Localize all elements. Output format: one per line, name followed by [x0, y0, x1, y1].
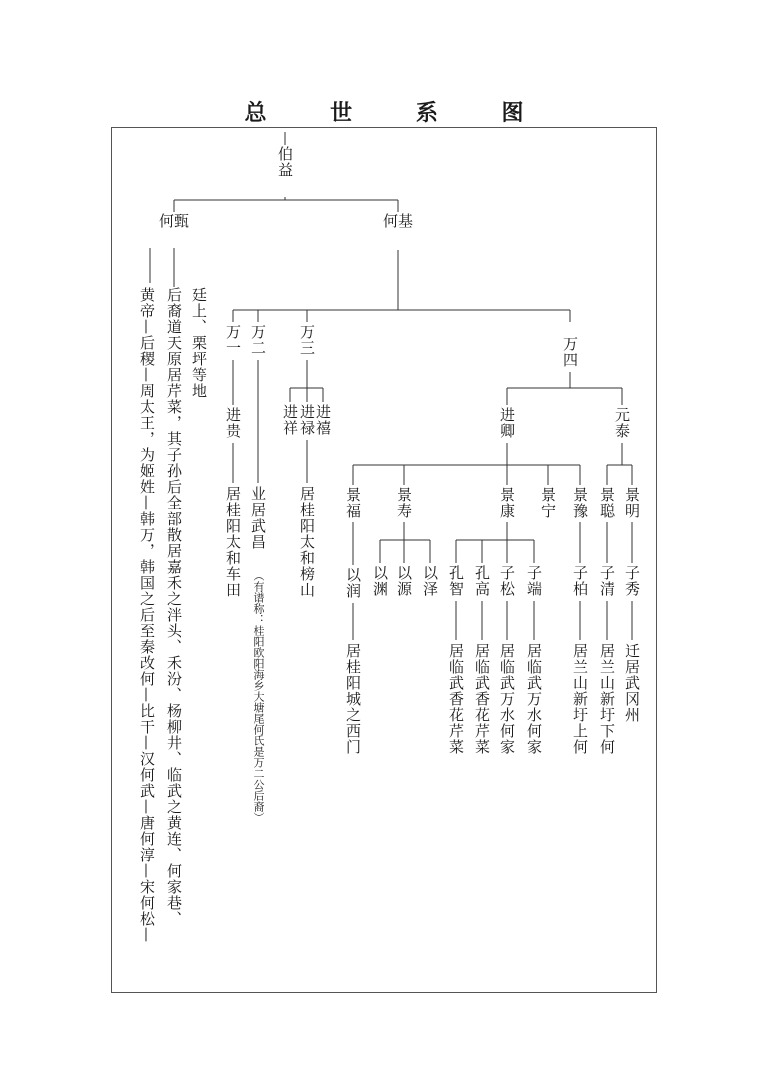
chart-frame [111, 127, 657, 993]
node-zixiu: 子秀 [623, 565, 641, 597]
residence-jingfu: 居桂阳城之西门 [344, 643, 362, 755]
node-ziduan: 子端 [525, 565, 543, 597]
node-wan3: 万三 [298, 324, 316, 356]
page-title: 总 世 系 图 [244, 101, 552, 126]
node-yiyuan-b: 以源 [395, 565, 413, 597]
residence-ziqing: 居兰山新圩下何 [598, 643, 616, 755]
node-yiyuan-a: 以渊 [371, 565, 389, 597]
node-wan1: 万一 [224, 324, 242, 356]
node-jingming: 景明 [623, 487, 641, 519]
node-konggao: 孔高 [473, 565, 491, 597]
residence-zixiu: 迁居武冈州 [623, 643, 641, 723]
node-jinqing: 进卿 [498, 407, 516, 439]
residence-wan2-note: （有谱称：桂阳欧阳海乡大塘尾何氏是万二公后裔） [252, 570, 265, 823]
node-zisong: 子松 [498, 565, 516, 597]
node-jingkang: 景康 [498, 487, 516, 519]
node-jinlu: 进禄 [298, 404, 316, 436]
residence-ziduan: 居临武万水何家 [525, 643, 543, 755]
node-jinxiang: 进祥 [281, 404, 299, 436]
node-ziqing: 子清 [598, 565, 616, 597]
node-boyi: 伯益 [276, 146, 294, 178]
lineage-note-places: 廷上、栗坪等地 [190, 287, 208, 399]
node-heji: 何基 [382, 212, 413, 230]
residence-kongzhi: 居临武香花芹菜 [447, 643, 465, 755]
residence-zisong: 居临武万水何家 [498, 643, 516, 755]
node-jingyu: 景豫 [571, 487, 589, 519]
node-wan4: 万四 [561, 336, 579, 368]
residence-zibai: 居兰山新圩上何 [571, 643, 589, 755]
node-zibai: 子柏 [571, 565, 589, 597]
node-jingning: 景宁 [539, 487, 557, 519]
node-jingfu: 景福 [344, 487, 362, 519]
node-yize: 以泽 [421, 565, 439, 597]
node-jingshou: 景寿 [395, 487, 413, 519]
residence-wan2: 业居武昌 [249, 486, 267, 550]
node-hezhen: 何甄 [158, 212, 189, 230]
residence-jinlu: 居桂阳太和榜山 [298, 486, 316, 598]
residence-konggao: 居临武香花芹菜 [473, 643, 491, 755]
node-yuantai: 元泰 [613, 407, 631, 439]
node-wan2: 万二 [249, 324, 267, 356]
node-yirun: 以润 [344, 567, 362, 599]
node-jingui: 进贵 [224, 407, 242, 439]
node-jinxi: 进禧 [314, 404, 332, 436]
lineage-note-ancestors: 黄帝—后稷—周太王，为姬姓—韩万，韩国之后至秦改何—比干—汉何武—唐何淳—宋何松— [138, 287, 156, 943]
node-jingcong: 景聪 [598, 487, 616, 519]
node-kongzhi: 孔智 [447, 565, 465, 597]
lineage-note-descendants: 后裔道天原居芹菜，其子孙后全部散居嘉禾之泮头、禾汾、杨柳井、临武之黄连、何家巷、 [165, 287, 183, 927]
residence-wan1: 居桂阳太和车田 [224, 486, 242, 598]
